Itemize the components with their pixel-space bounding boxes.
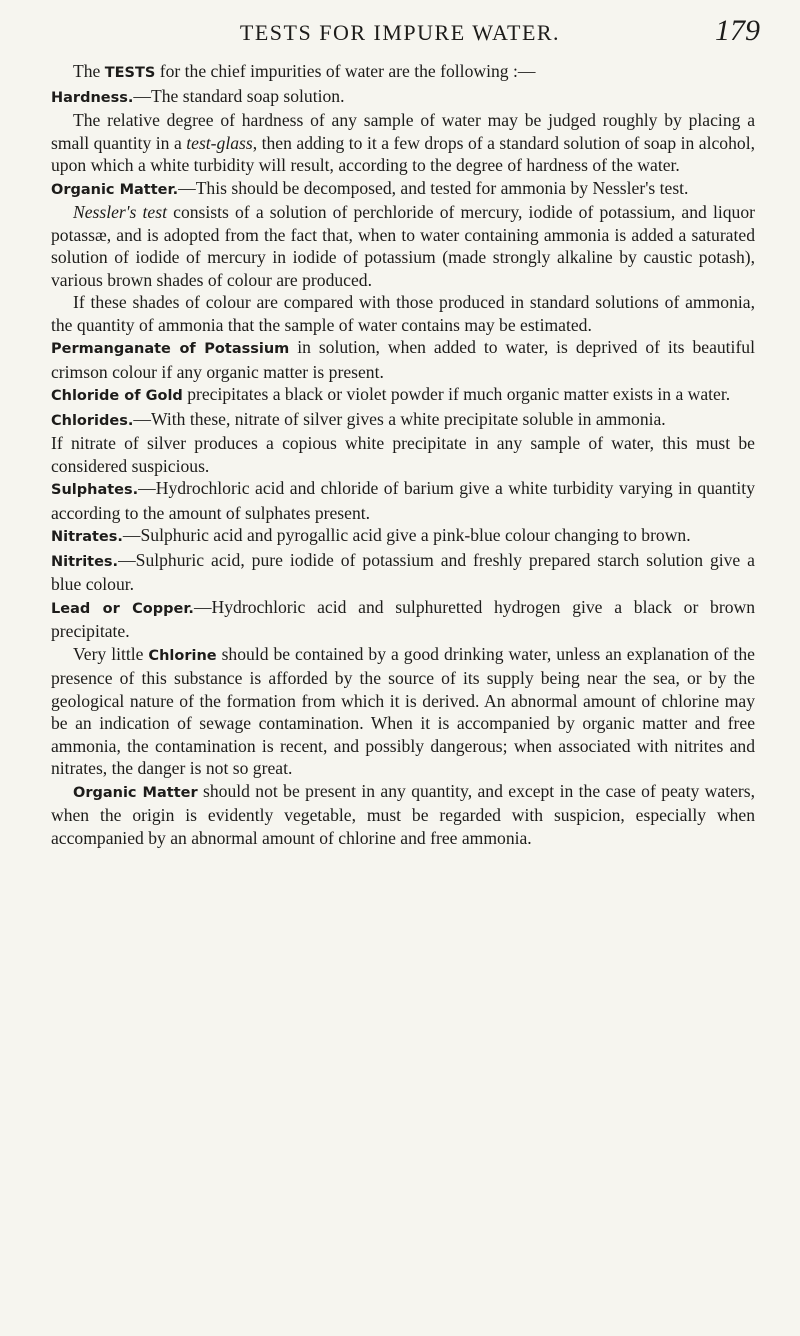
intro-paragraph (51, 60, 755, 85)
hardness-text: , then adding to it a few drops of a standard solution of soap in alcohol, upon which a white turbidity will result, according to the degree of hardness of the water. (51, 132, 755, 175)
hardness-paragraph (51, 109, 755, 177)
hardness-pre: The relative degree of hardness of any sample of water may be judged roughly by placing a small quantity in a (51, 110, 755, 153)
keyword-permanganate: Permanganate of Potassium (51, 341, 290, 357)
keyword-chlorides: Chlorides. (51, 412, 134, 429)
nitrites-text: —Sulphuric acid, pure iodide of potassium and freshly prepared starch solution give a blue colour. (51, 549, 755, 594)
organic-heading (51, 177, 755, 202)
permanganate-paragraph (51, 336, 755, 383)
keyword-lead-or-copper: Lead or Copper. (51, 600, 194, 617)
permanganate-text: in solution, when added to water, is deprived of its beautiful crimson colour if any organic matter is present. (51, 337, 755, 382)
keyword-organic-matter-2: Organic Matter (73, 784, 198, 801)
keyword-tests: TESTS (104, 65, 156, 81)
sulphates-paragraph (51, 477, 755, 524)
chlorides-paragraph (51, 408, 755, 433)
hardness-heading-text: —The standard soap solution. (133, 85, 345, 106)
gold-text: precipitates a black or violet powder if much organic matter exists in a water. (182, 384, 731, 404)
nitrates-paragraph (51, 524, 755, 549)
keyword-hardness: Hardness. (51, 89, 134, 106)
chlorides-text: —With these, nitrate of silver gives a white precipitate soluble in ammonia. (133, 408, 666, 429)
hardness-italic: test-glass (186, 132, 253, 153)
organic-heading-text: —This should be decomposed, and tested for ammonia by Nessler's test. (178, 177, 689, 198)
keyword-chlorine: Chlorine (148, 647, 217, 664)
gold-paragraph (51, 383, 755, 408)
keyword-sulphates: Sulphates. (51, 482, 139, 498)
chlorine-paragraph (51, 643, 755, 780)
running-head: TESTS FOR IMPURE WATER. (239, 20, 561, 45)
nessler-italic: Nessler's test (73, 202, 167, 222)
intro-text: for the chief impurities of water are the following :— (155, 61, 536, 81)
nitrates-text: —Sulphuric acid and pyrogallic acid give a pink-blue colour changing to brown. (122, 525, 691, 545)
organic-matter-paragraph (51, 780, 755, 850)
keyword-organic-matter: Organic Matter. (51, 181, 179, 198)
organic-matter-text: should not be present in any quantity, and except in the case of peaty waters, when the origin is evidently vegetable, must be regarded with suspicion, especially when accompanied by an abnormal amount of chlorine and free ammonia. (51, 780, 755, 848)
page-body (51, 60, 755, 849)
keyword-chloride-of-gold: Chloride of Gold (51, 388, 183, 404)
page-header (40, 14, 760, 54)
nitrites-paragraph (51, 549, 755, 596)
keyword-nitrates: Nitrates. (51, 529, 123, 545)
hardness-heading (51, 85, 755, 110)
nessler-text: consists of a solution of perchloride of mercury, iodide of potassium, and liquor potassæ, and is adopted from the fact that, when to water containing ammonia is added a saturated solution of iodide of mercury in iodide of potassium (made strongly alkaline by caustic potash), various brown shades of colour are produced. (51, 202, 755, 290)
lead-text: —Hydrochloric acid and sulphuretted hydrogen give a black or brown precipitate. (51, 596, 756, 641)
sulphates-text: —Hydrochloric acid and chloride of barium give a white turbidity varying in quantity according to the amount of sulphates present. (51, 478, 755, 523)
intro-pre: The (73, 61, 105, 81)
chlorine-text: should be contained by a good drinking water, unless an explanation of the presence of this substance is afforded by the source of its supply being near the sea, or by the geological nature of the formation from which it is derived. An abnormal amount of chlorine may be an indication of sewage contamination. When it is accompanied by organic matter and free ammonia, the contamination is recent, and possibly dangerous; when associated with nitrites and nitrates, the danger is not so great. (51, 643, 755, 778)
chlorine-pre: Very little (73, 643, 149, 664)
shades-paragraph: If these shades of colour are compared with those produced in standard solutions of ammonia, the quantity of ammonia that the sample of water contains may be estimated. (51, 292, 755, 335)
keyword-nitrites: Nitrites. (51, 553, 119, 570)
page-number: 179 (715, 14, 760, 47)
silver-paragraph: If nitrate of silver produces a copious white precipitate in any sample of water, this must be considered suspicious. (51, 433, 755, 476)
nessler-paragraph (51, 201, 755, 291)
lead-paragraph (51, 596, 755, 643)
